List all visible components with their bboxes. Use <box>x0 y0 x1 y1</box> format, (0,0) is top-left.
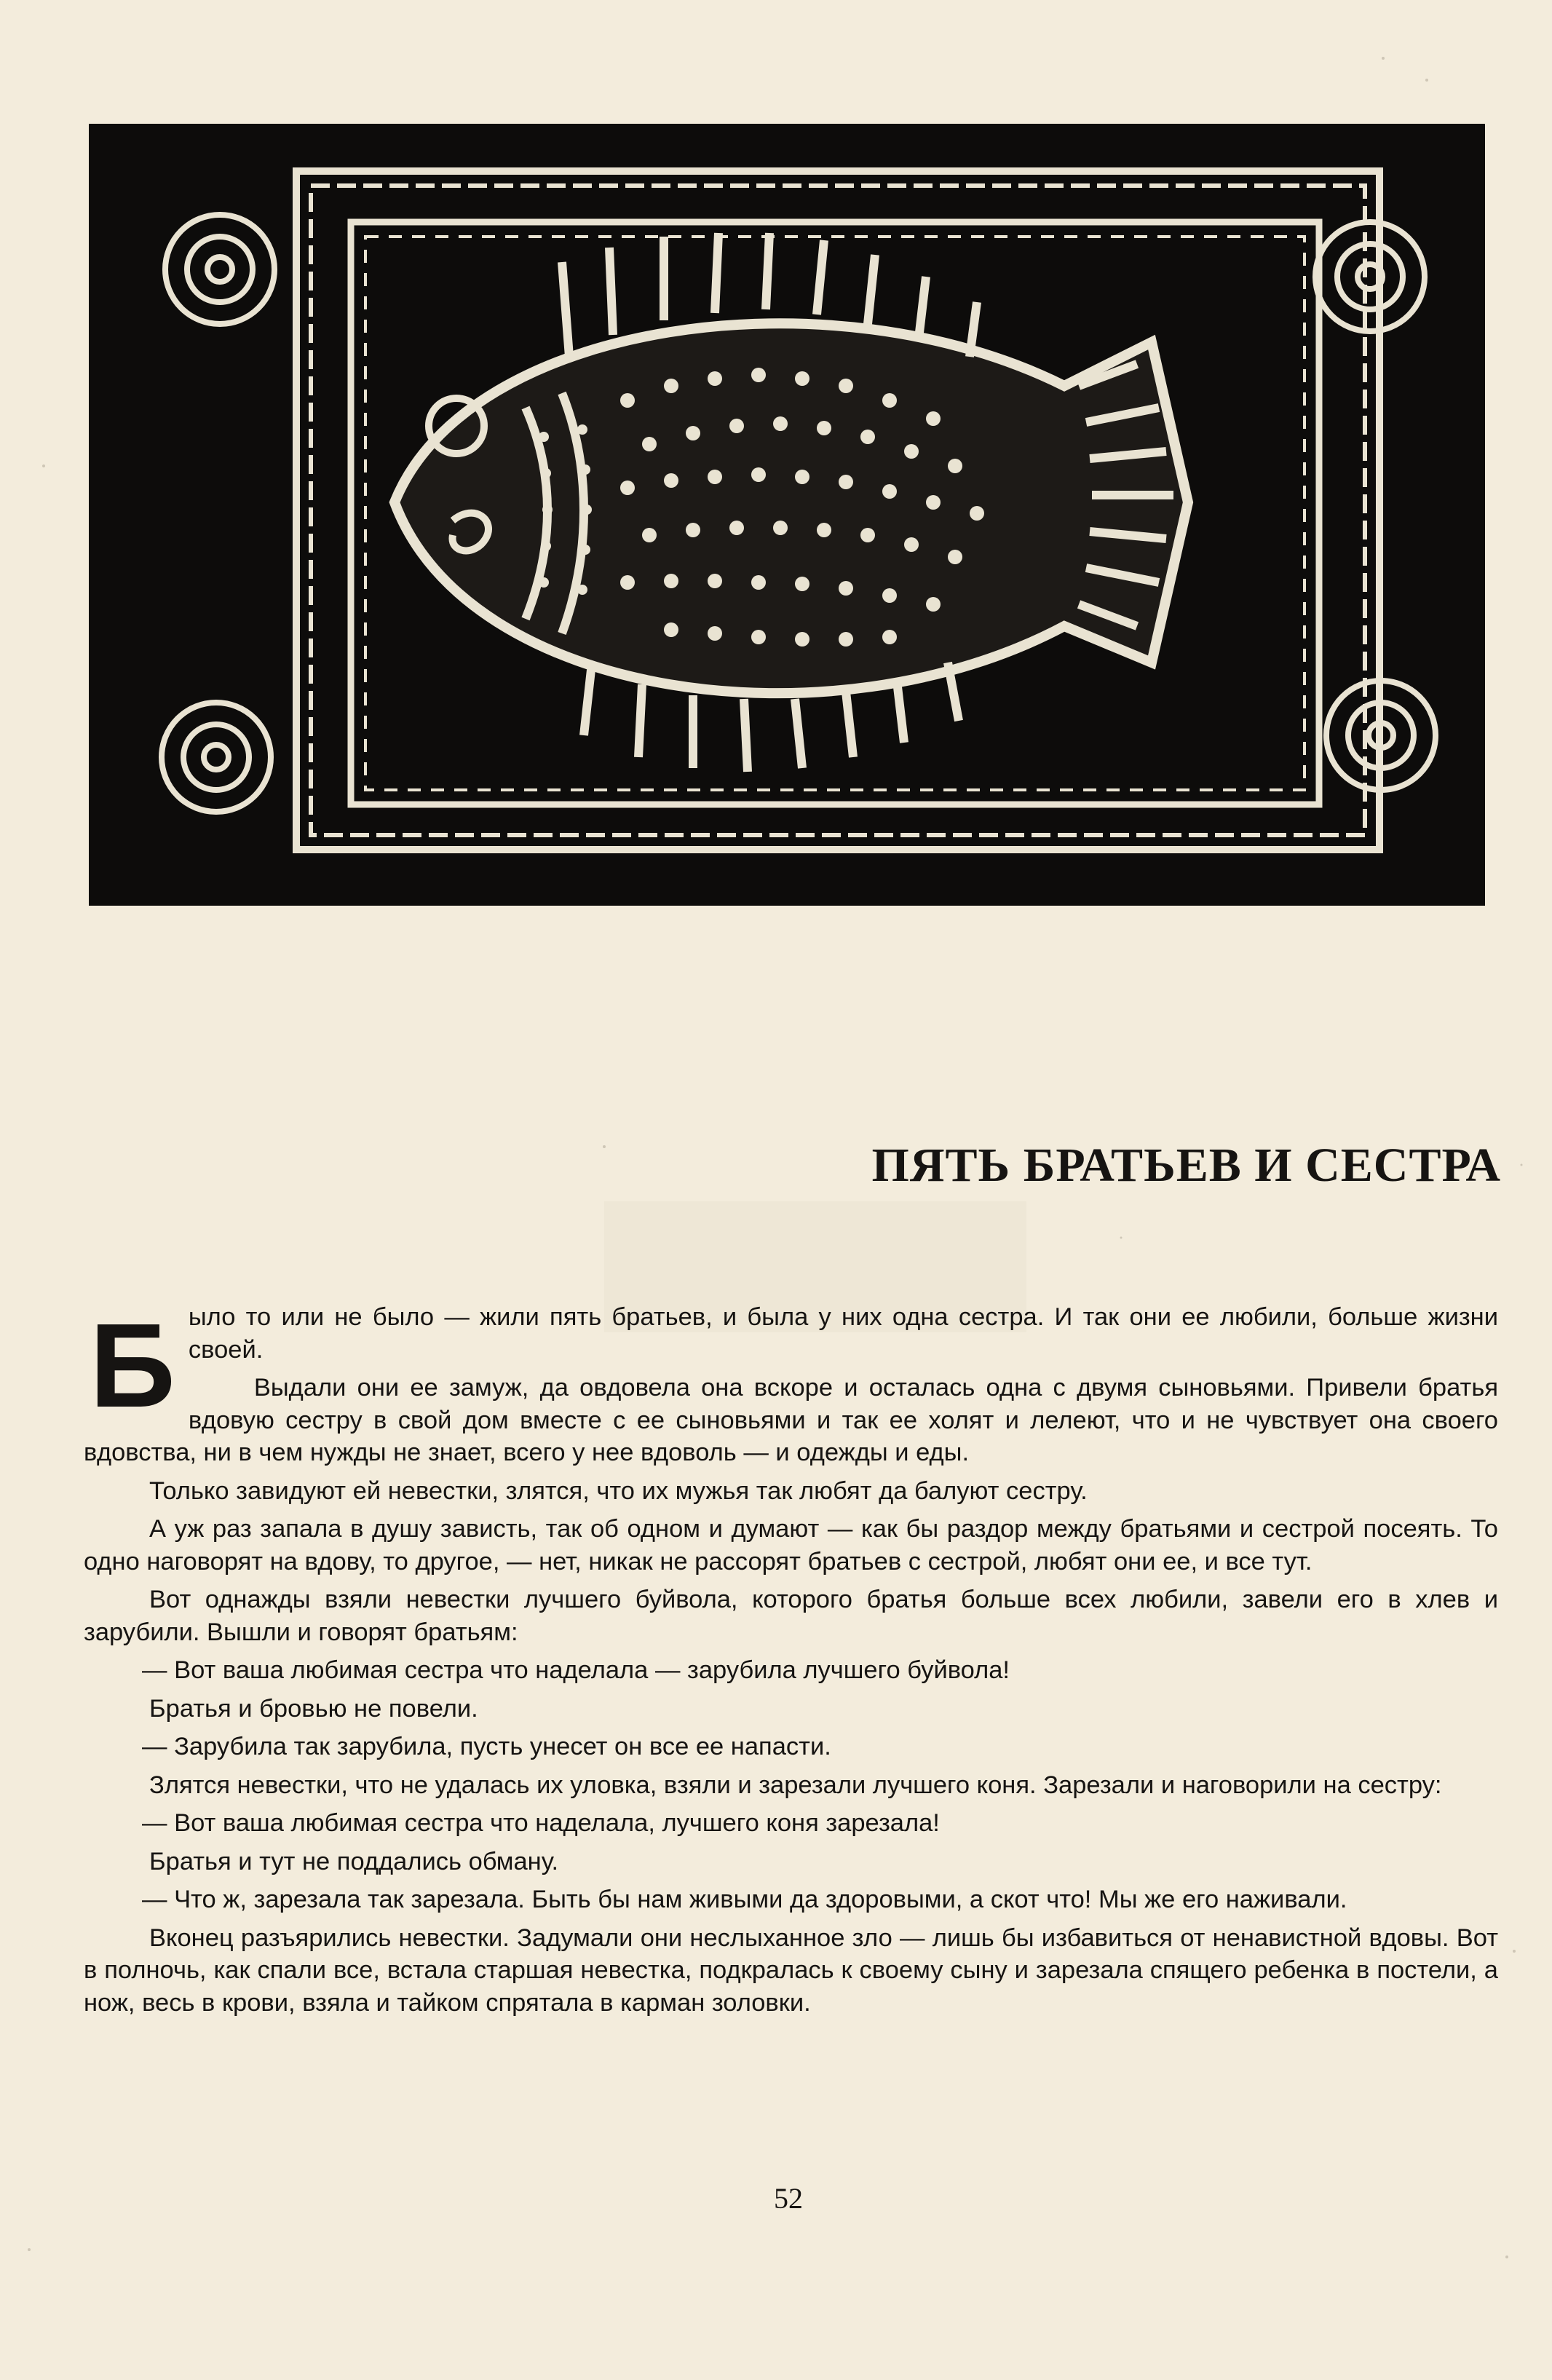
paragraph-4: А уж раз запала в душу зависть, так об одном и думают — как бы раздор между братьями и сестрой посеять. То одно наговорят на вдову, то другое, — нет, никак не рассорят братьев с сестрой, любят они ее, и все тут. <box>84 1515 1498 1576</box>
story-text <box>84 1301 1498 2025</box>
paragraph-5: Вот однажды взяли невестки лучшего буйвола, которого братья больше всех любили, завели его в хлев и зарубили. Вышли и говорят братьям: <box>84 1586 1498 1646</box>
paragraph-7: Братья и бровью не повели. <box>149 1694 478 1723</box>
story-title: ПЯТЬ БРАТЬЕВ И СЕСТРА <box>871 1139 1501 1192</box>
paragraph-9: Злятся невестки, что не удалась их уловка, взяли и зарезали лучшего коня. Зарезали и наговорили на сестру: <box>149 1771 1442 1799</box>
drop-cap: Б <box>90 1299 175 1432</box>
paragraph-2: Выдали они ее замуж, да овдовела она вскоре и осталась одна с двумя сыновьями. Привели братья вдовую сестру в свой дом вместе с ее сыновьями и так ее холят и лелеют, что и не чувствует она своего вдовства, ни в чем нужды не знает, всего у нее вдоволь — и одежды и еды. <box>84 1374 1498 1466</box>
dialog-line: — Вот ваша любимая сестра что наделала — зарубила лучшего буйвола! <box>142 1656 1010 1684</box>
dialog-line: — Вот ваша любимая сестра что наделала, лучшего коня зарезала! <box>142 1809 940 1837</box>
page-number: 52 <box>774 2182 803 2215</box>
dialog-line: — Что ж, зарезала так зарезала. Быть бы нам живыми да здоровыми, а скот что! Мы же его наживали. <box>142 1886 1347 1913</box>
paragraph-1-text: ыло то или не было — жили пять братьев, и была у них одна сестра. И так они ее любили, больше жизни своей. <box>188 1303 1498 1364</box>
fish-woodcut-illustration <box>89 124 1485 906</box>
dialog-line: — Зарубила так зарубила, пусть унесет он все ее напасти. <box>142 1733 831 1760</box>
paragraph-11: Братья и тут не поддались обману. <box>149 1847 559 1875</box>
paragraph-3: Только завидуют ей невестки, злятся, что их мужья так любят да балуют сестру. <box>149 1476 1088 1505</box>
paragraph-13: Вконец разъярились невестки. Задумали они неслыханное зло — лишь бы избавиться от ненавистной вдовы. Вот в полночь, как спали все, встала старшая невестка, подкралась к своему сыну и зарезала спящего ребенка в постели, а нож, весь в крови, взяла и тайком спрятала в карман золовки. <box>84 1924 1498 2017</box>
fish-woodcut-icon <box>89 124 1485 906</box>
